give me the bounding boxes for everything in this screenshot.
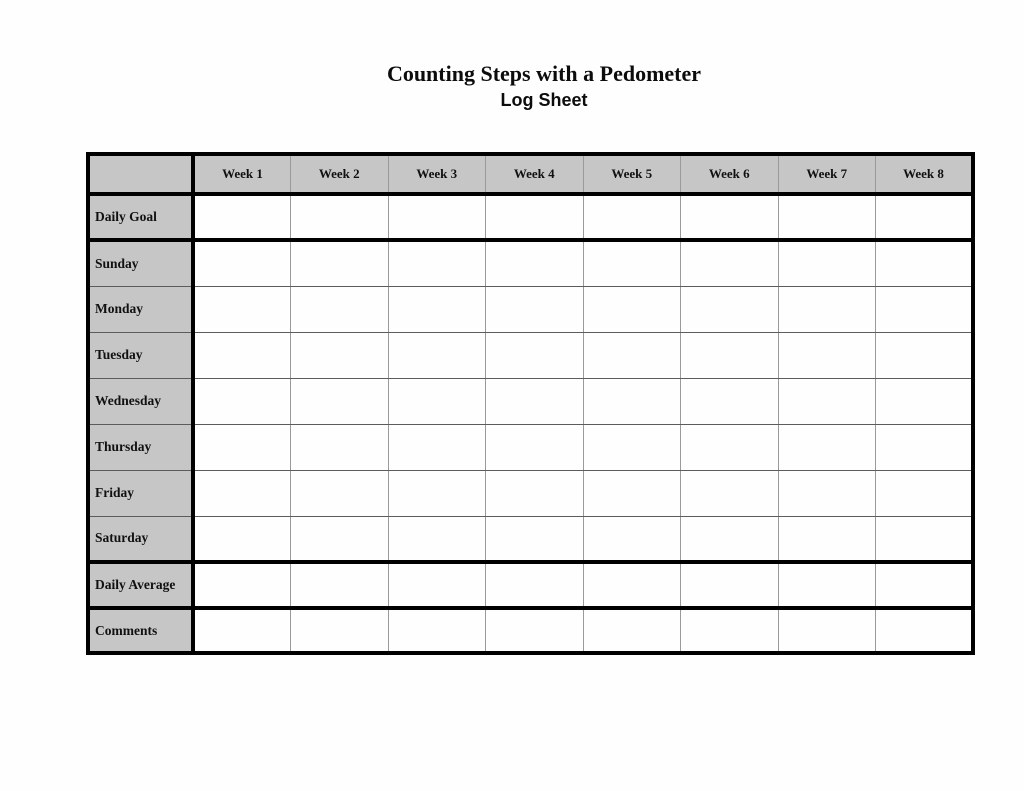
week-header-6: Week 6: [681, 154, 779, 194]
cell-daily-average-week-6: [681, 562, 779, 608]
week-header-2: Week 2: [291, 154, 389, 194]
cell-saturday-week-3: [388, 516, 486, 562]
cell-daily-average-week-7: [778, 562, 876, 608]
log-sheet-table: [86, 152, 975, 655]
cell-comments-week-8: [876, 608, 974, 653]
cell-daily-goal-week-3: [388, 194, 486, 240]
cell-comments-week-6: [681, 608, 779, 653]
cell-tuesday-week-4: [486, 332, 584, 378]
cell-tuesday-week-1: [193, 332, 291, 378]
week-header-8: Week 8: [876, 154, 974, 194]
cell-friday-week-5: [583, 470, 681, 516]
cell-friday-week-2: [291, 470, 389, 516]
week-header-1: Week 1: [193, 154, 291, 194]
week-header-4: Week 4: [486, 154, 584, 194]
table-row-tuesday: [88, 332, 973, 378]
cell-sunday-week-1: [193, 240, 291, 286]
cell-wednesday-week-6: [681, 378, 779, 424]
cell-saturday-week-5: [583, 516, 681, 562]
page-title: Counting Steps with a Pedometer: [386, 61, 702, 86]
cell-thursday-week-6: [681, 424, 779, 470]
cell-comments-week-2: [291, 608, 389, 653]
cell-comments-week-4: [486, 608, 584, 653]
row-label-daily-goal: Daily Goal: [88, 194, 193, 240]
cell-daily-goal-week-2: [291, 194, 389, 240]
cell-daily-goal-week-6: [681, 194, 779, 240]
cell-sunday-week-8: [876, 240, 974, 286]
cell-saturday-week-1: [193, 516, 291, 562]
table-row-daily-average: [88, 562, 973, 608]
row-label-friday: Friday: [88, 470, 193, 516]
cell-saturday-week-4: [486, 516, 584, 562]
cell-friday-week-3: [388, 470, 486, 516]
cell-sunday-week-6: [681, 240, 779, 286]
cell-thursday-week-2: [291, 424, 389, 470]
cell-saturday-week-7: [778, 516, 876, 562]
cell-thursday-week-5: [583, 424, 681, 470]
cell-daily-goal-week-7: [778, 194, 876, 240]
cell-wednesday-week-7: [778, 378, 876, 424]
cell-thursday-week-4: [486, 424, 584, 470]
cell-saturday-week-6: [681, 516, 779, 562]
cell-thursday-week-8: [876, 424, 974, 470]
cell-daily-average-week-8: [876, 562, 974, 608]
cell-daily-average-week-1: [193, 562, 291, 608]
cell-comments-week-1: [193, 608, 291, 653]
cell-comments-week-3: [388, 608, 486, 653]
table-row-daily-goal: [88, 194, 973, 240]
cell-sunday-week-4: [486, 240, 584, 286]
corner-cell: [88, 154, 193, 194]
row-label-monday: Monday: [88, 286, 193, 332]
cell-tuesday-week-8: [876, 332, 974, 378]
week-header-5: Week 5: [583, 154, 681, 194]
cell-comments-week-7: [778, 608, 876, 653]
cell-tuesday-week-5: [583, 332, 681, 378]
cell-comments-week-5: [583, 608, 681, 653]
cell-friday-week-6: [681, 470, 779, 516]
table-row-sunday: [88, 240, 973, 286]
cell-wednesday-week-2: [291, 378, 389, 424]
cell-wednesday-week-8: [876, 378, 974, 424]
cell-thursday-week-1: [193, 424, 291, 470]
cell-thursday-week-3: [388, 424, 486, 470]
table-row-saturday: [88, 516, 973, 562]
cell-sunday-week-5: [583, 240, 681, 286]
cell-wednesday-week-4: [486, 378, 584, 424]
cell-friday-week-7: [778, 470, 876, 516]
row-label-daily-average: Daily Average: [88, 562, 193, 608]
cell-monday-week-8: [876, 286, 974, 332]
cell-tuesday-week-2: [291, 332, 389, 378]
cell-daily-goal-week-4: [486, 194, 584, 240]
table-row-thursday: [88, 424, 973, 470]
row-label-thursday: Thursday: [88, 424, 193, 470]
cell-monday-week-7: [778, 286, 876, 332]
cell-wednesday-week-3: [388, 378, 486, 424]
cell-wednesday-week-1: [193, 378, 291, 424]
cell-monday-week-3: [388, 286, 486, 332]
cell-daily-average-week-5: [583, 562, 681, 608]
cell-monday-week-2: [291, 286, 389, 332]
cell-sunday-week-7: [778, 240, 876, 286]
cell-sunday-week-3: [388, 240, 486, 286]
cell-saturday-week-2: [291, 516, 389, 562]
cell-thursday-week-7: [778, 424, 876, 470]
row-label-sunday: Sunday: [88, 240, 193, 286]
cell-daily-average-week-3: [388, 562, 486, 608]
row-label-saturday: Saturday: [88, 516, 193, 562]
week-header-3: Week 3: [388, 154, 486, 194]
row-label-comments: Comments: [88, 608, 193, 653]
cell-monday-week-5: [583, 286, 681, 332]
week-header-row: [88, 154, 973, 194]
cell-monday-week-1: [193, 286, 291, 332]
cell-saturday-week-8: [876, 516, 974, 562]
table-row-friday: [88, 470, 973, 516]
cell-tuesday-week-7: [778, 332, 876, 378]
cell-sunday-week-2: [291, 240, 389, 286]
title-block: [0, 61, 1024, 111]
row-label-wednesday: Wednesday: [88, 378, 193, 424]
cell-friday-week-1: [193, 470, 291, 516]
cell-friday-week-8: [876, 470, 974, 516]
cell-tuesday-week-6: [681, 332, 779, 378]
week-header-7: Week 7: [778, 154, 876, 194]
page-subtitle: Log Sheet: [500, 90, 588, 111]
cell-daily-goal-week-5: [583, 194, 681, 240]
cell-daily-goal-week-8: [876, 194, 974, 240]
row-label-tuesday: Tuesday: [88, 332, 193, 378]
cell-daily-average-week-4: [486, 562, 584, 608]
table-row-wednesday: [88, 378, 973, 424]
cell-monday-week-4: [486, 286, 584, 332]
cell-daily-goal-week-1: [193, 194, 291, 240]
cell-tuesday-week-3: [388, 332, 486, 378]
cell-daily-average-week-2: [291, 562, 389, 608]
cell-monday-week-6: [681, 286, 779, 332]
table-row-comments: [88, 608, 973, 653]
cell-wednesday-week-5: [583, 378, 681, 424]
cell-friday-week-4: [486, 470, 584, 516]
table-row-monday: [88, 286, 973, 332]
